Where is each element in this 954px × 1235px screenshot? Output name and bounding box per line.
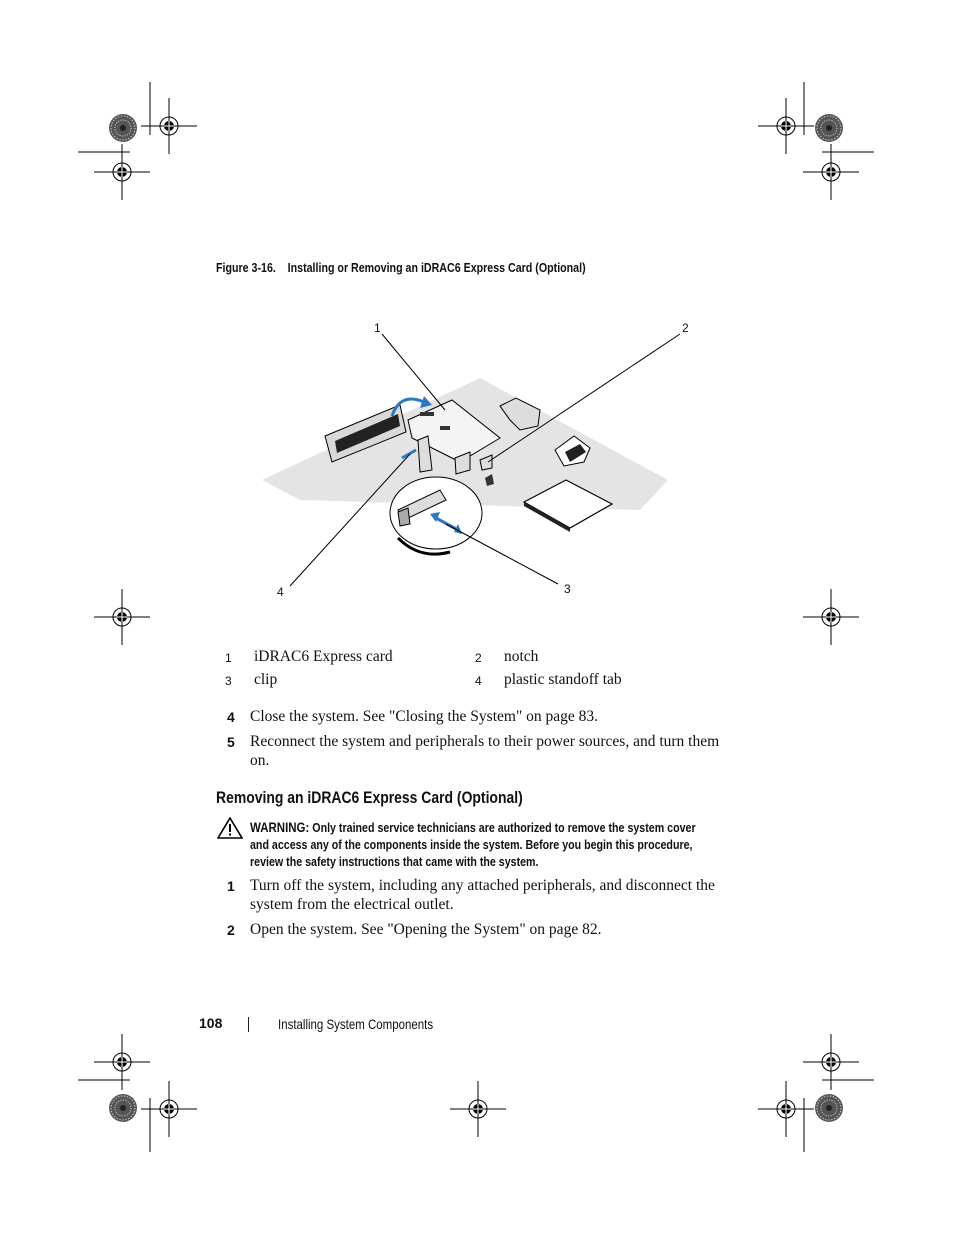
legend-num-4: 4 (475, 674, 482, 688)
legend-text-1: iDRAC6 Express card (254, 648, 393, 665)
step-number: 5 (227, 734, 235, 750)
footer-divider (248, 1017, 249, 1032)
step-number: 2 (227, 922, 235, 938)
callout-3: 3 (564, 582, 571, 596)
warning-text (250, 819, 709, 870)
legend-num-1: 1 (225, 651, 232, 665)
legend-text-4: plastic standoff tab (504, 671, 622, 688)
page-number: 108 (199, 1015, 223, 1031)
step-text: Reconnect the system and peripherals to their power sources, and turn them on. (250, 733, 720, 769)
warning-body: Only trained service technicians are authorized to remove the system cover and access any of the components inside the system. Before you begin this procedure, review the safety instructions that came with the system. (250, 820, 696, 869)
figure-illustration (240, 310, 710, 610)
warning-label: WARNING: (250, 819, 310, 835)
step-number: 4 (227, 709, 235, 725)
step-text: Open the system. See "Opening the System" on page 82. (250, 921, 602, 938)
footer-section-title: Installing System Components (278, 1016, 434, 1032)
step-number: 1 (227, 878, 235, 894)
callout-1: 1 (374, 321, 381, 335)
legend-num-2: 2 (475, 651, 482, 665)
legend-text-3: clip (254, 671, 278, 688)
step-text: Close the system. See "Closing the System" on page 83. (250, 708, 599, 725)
figure-caption: Figure 3-16. Installing or Removing an iDRAC6 Express Card (Optional) (216, 260, 586, 275)
callout-4: 4 (277, 585, 284, 599)
legend-text-2: notch (504, 648, 539, 665)
step-text: Turn off the system, including any attached peripherals, and disconnect the system from the electrical outlet. (250, 877, 715, 913)
section-heading: Removing an iDRAC6 Express Card (Optional) (216, 788, 523, 807)
callout-2: 2 (682, 321, 689, 335)
legend-num-3: 3 (225, 674, 232, 688)
warning-icon (217, 817, 243, 839)
